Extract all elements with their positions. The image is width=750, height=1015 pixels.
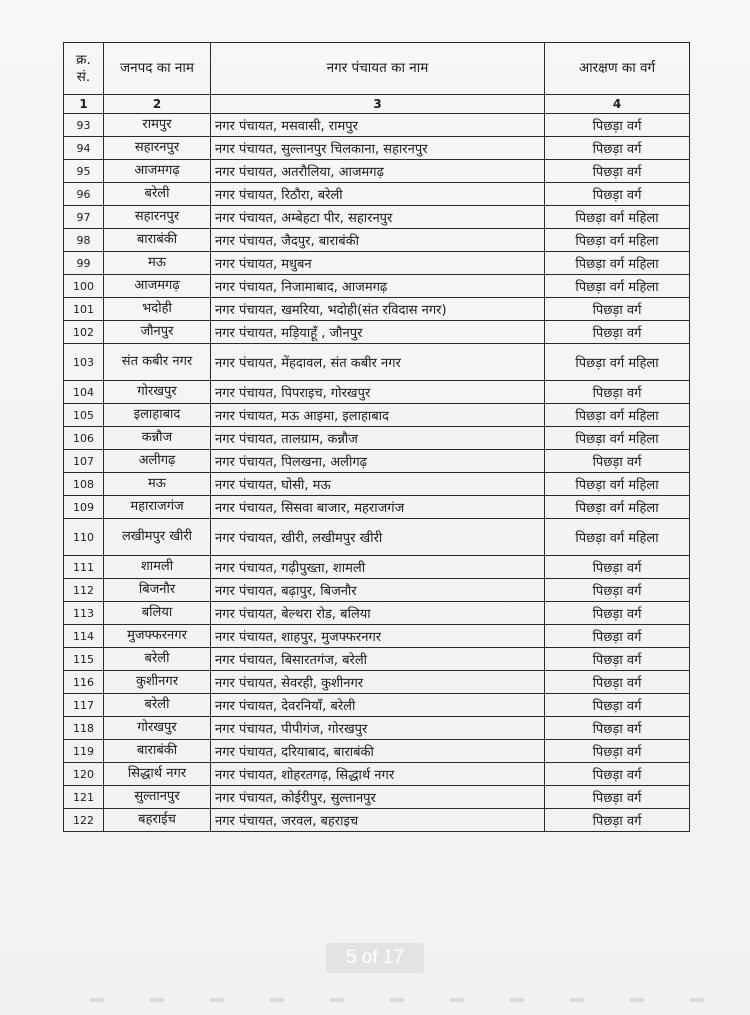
table-row bbox=[64, 450, 690, 473]
table-row bbox=[64, 381, 690, 404]
reservation-category: पिछड़ा वर्ग महिला bbox=[545, 496, 690, 519]
panchayat-name: नगर पंचायत, पीपीगंज, गोरखपुर bbox=[211, 717, 545, 740]
panchayat-name: नगर पंचायत, दरियाबाद, बाराबंकी bbox=[211, 740, 545, 763]
table-row bbox=[64, 344, 690, 381]
table-row bbox=[64, 427, 690, 450]
panchayat-name: नगर पंचायत, अतरौलिया, आजमगढ़ bbox=[211, 160, 545, 183]
reservation-category: पिछड़ा वर्ग महिला bbox=[545, 427, 690, 450]
serial-number: 108 bbox=[64, 473, 104, 496]
panchayat-name: नगर पंचायत, सिसवा बाजार, महराजगंज bbox=[211, 496, 545, 519]
panchayat-name: नगर पंचायत, मसवासी, रामपुर bbox=[211, 114, 545, 137]
panchayat-name: नगर पंचायत, खीरी, लखीमपुर खीरी bbox=[211, 519, 545, 556]
panchayat-name: नगर पंचायत, निजामाबाद, आजमगढ़ bbox=[211, 275, 545, 298]
panchayat-name: नगर पंचायत, मधुबन bbox=[211, 252, 545, 275]
scan-artifact-marks bbox=[90, 998, 730, 1002]
reservation-category: पिछड़ा वर्ग bbox=[545, 602, 690, 625]
table-row bbox=[64, 763, 690, 786]
table-row bbox=[64, 740, 690, 763]
serial-number: 118 bbox=[64, 717, 104, 740]
panchayat-name: नगर पंचायत, बेल्थरा रोड, बलिया bbox=[211, 602, 545, 625]
serial-number: 98 bbox=[64, 229, 104, 252]
table-row bbox=[64, 556, 690, 579]
table-row bbox=[64, 321, 690, 344]
serial-number: 102 bbox=[64, 321, 104, 344]
reservation-category: पिछड़ा वर्ग bbox=[545, 114, 690, 137]
panchayat-name: नगर पंचायत, शोहरतगढ़, सिद्धार्थ नगर bbox=[211, 763, 545, 786]
column-number-row bbox=[64, 95, 690, 114]
panchayat-name: नगर पंचायत, घोसी, मऊ bbox=[211, 473, 545, 496]
district-name: मऊ bbox=[104, 473, 211, 496]
reservation-category: पिछड़ा वर्ग bbox=[545, 321, 690, 344]
serial-number: 105 bbox=[64, 404, 104, 427]
reservation-category: पिछड़ा वर्ग bbox=[545, 648, 690, 671]
district-name: बाराबंकी bbox=[104, 229, 211, 252]
serial-number: 97 bbox=[64, 206, 104, 229]
serial-number: 121 bbox=[64, 786, 104, 809]
header-panchayat-name: नगर पंचायत का नाम bbox=[211, 43, 545, 95]
panchayat-name: नगर पंचायत, सेवरही, कुशीनगर bbox=[211, 671, 545, 694]
reservation-category: पिछड़ा वर्ग महिला bbox=[545, 473, 690, 496]
district-name: शामली bbox=[104, 556, 211, 579]
reservation-category: पिछड़ा वर्ग महिला bbox=[545, 404, 690, 427]
table-row bbox=[64, 625, 690, 648]
serial-number: 107 bbox=[64, 450, 104, 473]
district-name: बहराईच bbox=[104, 809, 211, 832]
reservation-category: पिछड़ा वर्ग bbox=[545, 137, 690, 160]
serial-number: 122 bbox=[64, 809, 104, 832]
reservation-category: पिछड़ा वर्ग bbox=[545, 450, 690, 473]
panchayat-name: नगर पंचायत, जरवल, बहराइच bbox=[211, 809, 545, 832]
serial-number: 103 bbox=[64, 344, 104, 381]
serial-number: 116 bbox=[64, 671, 104, 694]
header-serial-number: क्र. सं. bbox=[64, 43, 104, 95]
table-row bbox=[64, 809, 690, 832]
serial-number: 109 bbox=[64, 496, 104, 519]
table-row bbox=[64, 275, 690, 298]
district-name: कुशीनगर bbox=[104, 671, 211, 694]
serial-number: 100 bbox=[64, 275, 104, 298]
table-row bbox=[64, 252, 690, 275]
panchayat-name: नगर पंचायत, शाहपुर, मुजफ्फरनगर bbox=[211, 625, 545, 648]
district-name: गोरखपुर bbox=[104, 381, 211, 404]
column-number: 1 bbox=[64, 95, 104, 114]
district-name: सहारनपुर bbox=[104, 206, 211, 229]
table-row bbox=[64, 717, 690, 740]
table-row bbox=[64, 298, 690, 321]
district-name: इलाहाबाद bbox=[104, 404, 211, 427]
reservation-category: पिछड़ा वर्ग महिला bbox=[545, 229, 690, 252]
district-name: बाराबंकी bbox=[104, 740, 211, 763]
table-row bbox=[64, 671, 690, 694]
panchayat-name: नगर पंचायत, अम्बेहटा पीर, सहारनपुर bbox=[211, 206, 545, 229]
district-name: अलीगढ़ bbox=[104, 450, 211, 473]
serial-number: 101 bbox=[64, 298, 104, 321]
panchayat-name: नगर पंचायत, मऊ आइमा, इलाहाबाद bbox=[211, 404, 545, 427]
table-row bbox=[64, 473, 690, 496]
column-number: 2 bbox=[104, 95, 211, 114]
reservation-category: पिछड़ा वर्ग bbox=[545, 694, 690, 717]
reservation-category: पिछड़ा वर्ग bbox=[545, 381, 690, 404]
table-row bbox=[64, 404, 690, 427]
district-name: सुल्तानपुर bbox=[104, 786, 211, 809]
panchayat-name: नगर पंचायत, पिपराइच, गोरखपुर bbox=[211, 381, 545, 404]
reservation-category: पिछड़ा वर्ग bbox=[545, 556, 690, 579]
reservation-category: पिछड़ा वर्ग bbox=[545, 298, 690, 321]
panchayat-name: नगर पंचायत, तालग्राम, कन्नौज bbox=[211, 427, 545, 450]
serial-number: 117 bbox=[64, 694, 104, 717]
header-district-name: जनपद का नाम bbox=[104, 43, 211, 95]
district-name: आजमगढ़ bbox=[104, 160, 211, 183]
table-row bbox=[64, 496, 690, 519]
panchayat-name: नगर पंचायत, जैदपुर, बाराबंकी bbox=[211, 229, 545, 252]
district-name: रामपुर bbox=[104, 114, 211, 137]
table-row bbox=[64, 648, 690, 671]
panchayat-name: नगर पंचायत, मड़ियाहूँ , जौनपुर bbox=[211, 321, 545, 344]
panchayat-name: नगर पंचायत, खमरिया, भदोही(संत रविदास नगर) bbox=[211, 298, 545, 321]
reservation-category: पिछड़ा वर्ग bbox=[545, 160, 690, 183]
reservation-category: पिछड़ा वर्ग bbox=[545, 763, 690, 786]
table-row bbox=[64, 183, 690, 206]
district-name: बलिया bbox=[104, 602, 211, 625]
panchayat-name: नगर पंचायत, गढ़ीपुख्ता, शामली bbox=[211, 556, 545, 579]
page-indicator: 5 of 17 bbox=[326, 943, 424, 973]
reservation-category: पिछड़ा वर्ग bbox=[545, 183, 690, 206]
table-row bbox=[64, 206, 690, 229]
district-name: बरेली bbox=[104, 648, 211, 671]
district-name: गोरखपुर bbox=[104, 717, 211, 740]
panchayat-name: नगर पंचायत, बिसारतगंज, बरेली bbox=[211, 648, 545, 671]
reservation-category: पिछड़ा वर्ग bbox=[545, 671, 690, 694]
serial-number: 96 bbox=[64, 183, 104, 206]
district-name: सहारनपुर bbox=[104, 137, 211, 160]
serial-number: 119 bbox=[64, 740, 104, 763]
table-row bbox=[64, 114, 690, 137]
table-row bbox=[64, 602, 690, 625]
serial-number: 106 bbox=[64, 427, 104, 450]
panchayat-name: नगर पंचायत, रिठौरा, बरेली bbox=[211, 183, 545, 206]
panchayat-name: नगर पंचायत, मेंहदावल, संत कबीर नगर bbox=[211, 344, 545, 381]
district-name: भदोही bbox=[104, 298, 211, 321]
table-row bbox=[64, 160, 690, 183]
district-name: बिजनौर bbox=[104, 579, 211, 602]
table-row bbox=[64, 229, 690, 252]
serial-number: 93 bbox=[64, 114, 104, 137]
serial-number: 113 bbox=[64, 602, 104, 625]
table-row bbox=[64, 786, 690, 809]
reservation-category: पिछड़ा वर्ग महिला bbox=[545, 206, 690, 229]
serial-number: 112 bbox=[64, 579, 104, 602]
district-name: मऊ bbox=[104, 252, 211, 275]
serial-number: 114 bbox=[64, 625, 104, 648]
table-row bbox=[64, 519, 690, 556]
reservation-category: पिछड़ा वर्ग bbox=[545, 579, 690, 602]
serial-number: 115 bbox=[64, 648, 104, 671]
district-name: संत कबीर नगर bbox=[104, 344, 211, 381]
district-name: लखीमपुर खीरी bbox=[104, 519, 211, 556]
column-number: 4 bbox=[545, 95, 690, 114]
table-row bbox=[64, 694, 690, 717]
serial-number: 110 bbox=[64, 519, 104, 556]
reservation-category: पिछड़ा वर्ग bbox=[545, 717, 690, 740]
reservation-category: पिछड़ा वर्ग महिला bbox=[545, 252, 690, 275]
district-name: कन्नौज bbox=[104, 427, 211, 450]
reservation-category: पिछड़ा वर्ग महिला bbox=[545, 344, 690, 381]
reservation-category: पिछड़ा वर्ग महिला bbox=[545, 519, 690, 556]
table-row bbox=[64, 579, 690, 602]
panchayat-name: नगर पंचायत, कोईरीपुर, सुल्तानपुर bbox=[211, 786, 545, 809]
serial-number: 95 bbox=[64, 160, 104, 183]
reservation-category: पिछड़ा वर्ग bbox=[545, 625, 690, 648]
reservation-category: पिछड़ा वर्ग bbox=[545, 786, 690, 809]
table-header-row bbox=[64, 43, 690, 95]
panchayat-name: नगर पंचायत, सुल्तानपुर चिलकाना, सहारनपुर bbox=[211, 137, 545, 160]
district-name: आजमगढ़ bbox=[104, 275, 211, 298]
reservation-category: पिछड़ा वर्ग bbox=[545, 809, 690, 832]
column-number: 3 bbox=[211, 95, 545, 114]
district-name: बरेली bbox=[104, 183, 211, 206]
panchayat-name: नगर पंचायत, बढ़ापुर, बिजनौर bbox=[211, 579, 545, 602]
district-name: बरेली bbox=[104, 694, 211, 717]
district-name: सिद्धार्थ नगर bbox=[104, 763, 211, 786]
table-row bbox=[64, 137, 690, 160]
district-name: महाराजगंज bbox=[104, 496, 211, 519]
serial-number: 120 bbox=[64, 763, 104, 786]
reservation-category: पिछड़ा वर्ग महिला bbox=[545, 275, 690, 298]
district-name: मुजफ्फरनगर bbox=[104, 625, 211, 648]
district-name: जौनपुर bbox=[104, 321, 211, 344]
serial-number: 104 bbox=[64, 381, 104, 404]
serial-number: 99 bbox=[64, 252, 104, 275]
panchayat-name: नगर पंचायत, देवरनियाँ, बरेली bbox=[211, 694, 545, 717]
reservation-table bbox=[63, 42, 690, 832]
header-reservation-category: आरक्षण का वर्ग bbox=[545, 43, 690, 95]
serial-number: 111 bbox=[64, 556, 104, 579]
serial-number: 94 bbox=[64, 137, 104, 160]
reservation-category: पिछड़ा वर्ग bbox=[545, 740, 690, 763]
panchayat-name: नगर पंचायत, पिलखना, अलीगढ़ bbox=[211, 450, 545, 473]
